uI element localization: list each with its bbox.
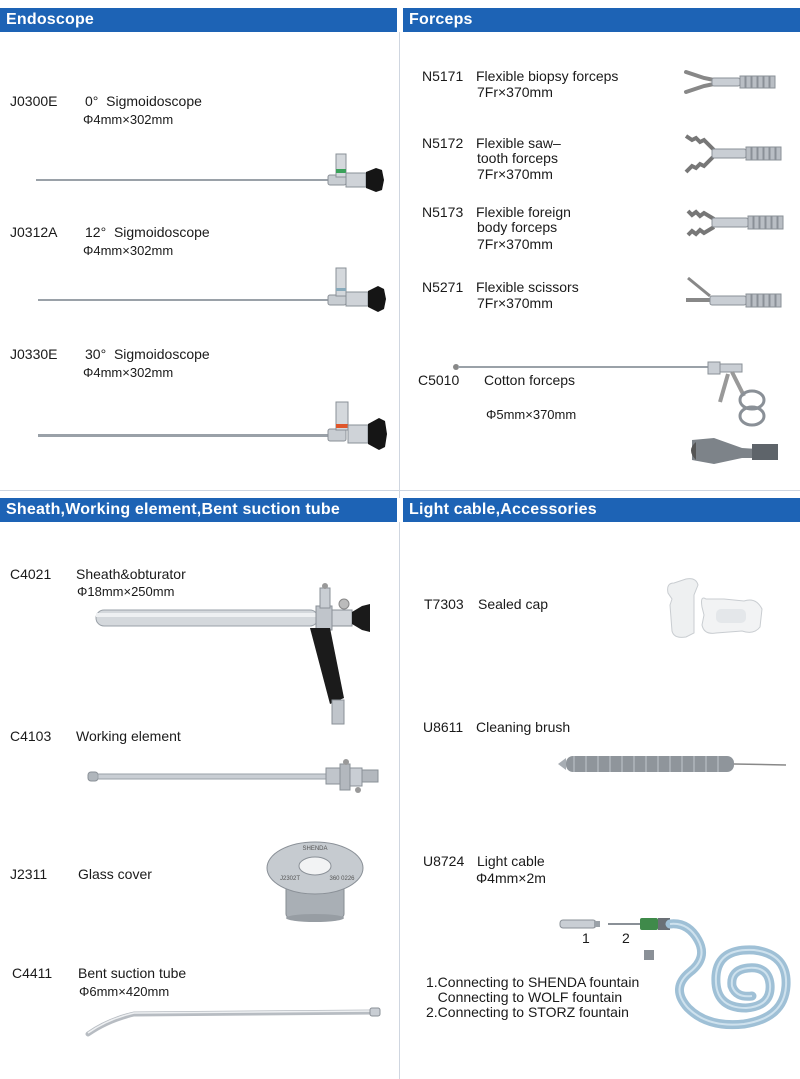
engraving-right: 360 0226 <box>329 876 355 882</box>
sigmoidoscope-icon <box>38 400 390 452</box>
engraving-top: SHENDA <box>302 846 328 852</box>
section-header-light: Light cable,Accessories <box>403 498 800 522</box>
cable-part-label: 2 <box>622 930 630 946</box>
item-spec: 7Fr×370mm <box>477 236 553 252</box>
item-code: C4021 <box>10 566 52 582</box>
item-spec: Φ5mm×370mm <box>486 407 577 422</box>
item-name-line2: body forceps <box>477 219 558 235</box>
item-code: N5171 <box>422 68 464 84</box>
item-code: J0312A <box>10 224 58 240</box>
cable-part-label: 1 <box>582 930 590 946</box>
item-code: N5271 <box>422 279 464 295</box>
item-name: Flexible scissors <box>476 279 579 295</box>
item-code: C5010 <box>418 372 460 388</box>
biopsy-forceps-icon <box>684 64 784 102</box>
sheath-obturator-icon <box>94 582 384 728</box>
item-code: U8724 <box>423 853 465 869</box>
sigmoidoscope-icon <box>38 266 390 316</box>
item-spec: Φ6mm×420mm <box>79 984 170 999</box>
column-divider <box>399 522 400 1079</box>
item-name-line2: tooth forceps <box>477 150 558 166</box>
item-code: J0330E <box>10 346 58 362</box>
item-spec: 7Fr×370mm <box>477 295 553 311</box>
item-name: 12° Sigmoidoscope <box>85 224 210 240</box>
section-header-forceps: Forceps <box>403 8 800 32</box>
foreign-body-forceps-icon <box>686 205 790 241</box>
item-spec: Φ4mm×2m <box>476 870 546 886</box>
item-code: U8611 <box>423 719 464 735</box>
section-header-sheath: Sheath,Working element,Bent suction tube <box>0 498 397 522</box>
item-name: Light cable <box>477 853 545 869</box>
item-name: Sealed cap <box>478 596 549 612</box>
item-spec: Φ18mm×250mm <box>77 584 175 599</box>
column-divider <box>399 32 400 498</box>
cable-note: 1.Connecting to SHENDA fountain <box>426 974 640 990</box>
row-divider <box>0 490 800 491</box>
item-name: Cotton forceps <box>484 372 576 388</box>
item-spec: Φ4mm×302mm <box>83 365 174 380</box>
sealed-cap-icon <box>664 575 768 645</box>
sigmoidoscope-icon <box>36 152 388 198</box>
engraving-left: J2302T <box>279 876 301 882</box>
item-name: Flexible saw– <box>476 135 561 151</box>
cable-note: Connecting to WOLF fountain <box>426 989 623 1005</box>
item-code: N5172 <box>422 135 464 151</box>
item-code: T7303 <box>424 596 464 612</box>
saw-tooth-forceps-icon <box>684 132 790 176</box>
item-code: C4411 <box>12 965 53 981</box>
item-name: Glass cover <box>78 866 152 882</box>
item-name: Flexible foreign <box>476 204 571 220</box>
section-header-endoscope: Endoscope <box>0 8 397 32</box>
glass-cover-icon <box>266 838 364 922</box>
item-name: 30° Sigmoidoscope <box>85 346 210 362</box>
item-name: Flexible biopsy forceps <box>476 68 619 84</box>
item-spec: 7Fr×370mm <box>477 166 553 182</box>
item-spec: Φ4mm×302mm <box>83 243 174 258</box>
item-code: J0300E <box>10 93 58 109</box>
item-name: Sheath&obturator <box>76 566 186 582</box>
item-name: Working element <box>76 728 181 744</box>
item-spec: 7Fr×370mm <box>477 84 553 100</box>
item-spec: Φ4mm×302mm <box>83 112 174 127</box>
cable-note: 2.Connecting to STORZ fountain <box>426 1004 629 1020</box>
working-element-icon <box>88 758 384 796</box>
cotton-forceps-icon <box>452 356 788 474</box>
item-name: 0° Sigmoidoscope <box>85 93 202 109</box>
bent-suction-tube-icon <box>86 1004 386 1038</box>
item-name: Cleaning brush <box>476 719 571 735</box>
item-code: J2311 <box>10 866 48 882</box>
item-name: Bent suction tube <box>78 965 187 981</box>
cleaning-brush-icon <box>556 752 788 776</box>
item-code: C4103 <box>10 728 52 744</box>
item-code: N5173 <box>422 204 464 220</box>
scissors-icon <box>684 276 788 312</box>
